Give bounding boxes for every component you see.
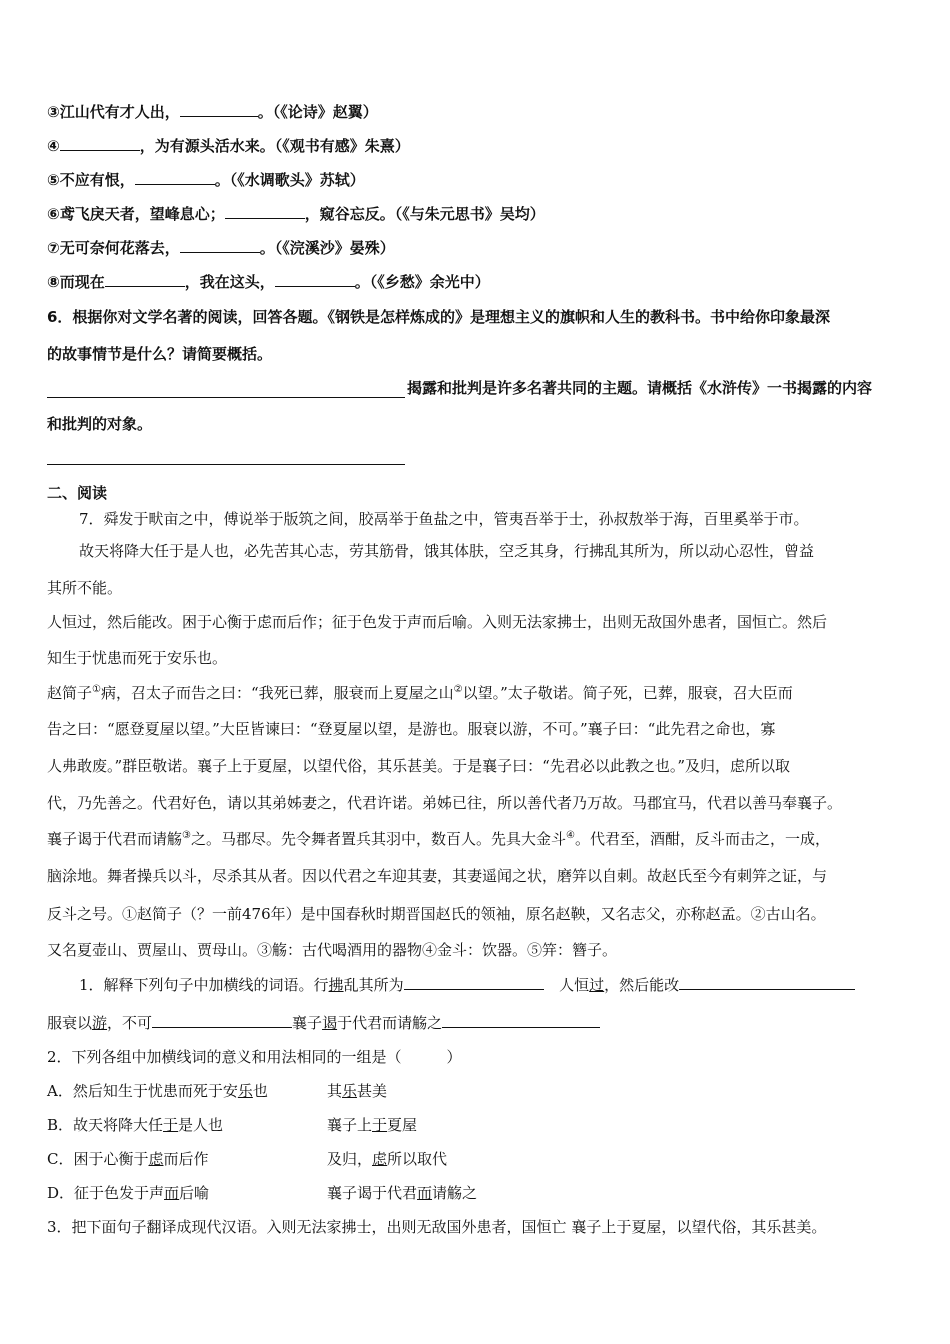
sub-q1-line-2 [47, 1013, 600, 1033]
underlined-word: 过 [589, 976, 605, 994]
passage-4-5a: 襄子谒于代君而请觞 [47, 830, 183, 848]
underlined-word: 而 [417, 1184, 433, 1202]
fill-item-4-text: ④ [47, 137, 60, 155]
option-c[interactable] [47, 1149, 447, 1169]
option-a[interactable] [47, 1081, 387, 1101]
passage-4-line-5 [47, 829, 830, 849]
footnote-marker: ④ [566, 830, 575, 841]
answer-blank[interactable] [679, 975, 855, 990]
option-text: 后喻 [179, 1184, 210, 1202]
footnote-marker: ① [92, 684, 101, 695]
option-text: 是人也 [178, 1116, 224, 1134]
passage-4-1a: 赵简子 [47, 684, 93, 702]
option-d[interactable] [47, 1183, 477, 1203]
answer-blank[interactable] [275, 272, 355, 287]
option-text: 襄子谒于代君 [327, 1184, 418, 1202]
underlined-word: 于 [163, 1116, 179, 1134]
passage-4-1c: 以望。”太子敬诺。简子死，已葬，服衰，召大臣而 [462, 684, 793, 702]
sub-q1-phrase: 乱其所为 [343, 976, 404, 994]
fill-item-5-text: ⑤不应有恨， [47, 171, 135, 189]
answer-blank[interactable] [180, 102, 258, 117]
answer-line[interactable] [47, 397, 405, 398]
fill-item-8 [47, 272, 490, 292]
fill-item-8-mid: ，我在这头， [184, 273, 275, 291]
sub-q2-stem: 2．下列各组中加横线词的意义和用法相同的一组是（ ） [47, 1048, 462, 1066]
underlined-word: 谒 [322, 1014, 338, 1032]
option-text: 也 [252, 1082, 268, 1100]
answer-blank[interactable] [60, 136, 140, 151]
q6-line-4: 和批判的对象。 [47, 415, 153, 433]
sub-q1-phrase: ，不可 [107, 1014, 153, 1032]
answer-blank[interactable] [135, 170, 215, 185]
passage-3a: 人恒过，然后能改。困于心衡于虑而后作；征于色发于声而后喻。入则无法家拂士，出则无敌国外患者，国恒亡。然后 [47, 613, 828, 631]
answer-blank[interactable] [152, 1013, 292, 1028]
passage-4-5c: 。代君至，酒酣，反斗而击之，一成， [574, 830, 830, 848]
underlined-word: 于 [372, 1116, 388, 1134]
answer-line[interactable] [47, 464, 405, 465]
passage-4-line-1 [47, 683, 793, 703]
section-heading: 二、阅读 [47, 484, 108, 502]
fill-item-8-text: ⑧而现在 [47, 273, 105, 291]
passage-4-line-7: 反斗之号。①赵简子（？一前476年）是中国春秋时期晋国赵氏的领袖，原名赵鞅，又名志父，亦称赵孟。②古山名。 [47, 905, 826, 923]
sub-q1-phrase: ，然后能改 [604, 976, 680, 994]
option-text: 而后作 [163, 1150, 209, 1168]
underlined-word: 拂 [328, 976, 344, 994]
fill-item-7 [47, 238, 395, 258]
fill-item-4-source: ，为有源头活水来。（《观书有感》朱熹） [139, 137, 410, 155]
q6-line-3: 揭露和批判是许多名著共同的主题。请概括《水浒传》一书揭露的内容 [407, 379, 873, 397]
option-text: 所以取代 [387, 1150, 448, 1168]
passage-2b: 其所不能。 [47, 579, 123, 597]
option-text: D．征于色发于声 [47, 1184, 165, 1202]
q6-line-2: 的故事情节是什么？请简要概括。 [47, 345, 273, 363]
fill-item-7-text: ⑦无可奈何花落去， [47, 239, 180, 257]
answer-blank[interactable] [404, 975, 544, 990]
footnote-marker: ③ [182, 830, 191, 841]
fill-item-6-text: ⑥鸢飞戾天者，望峰息心； [47, 205, 225, 223]
sub-q1-phrase: 于代君而请觞之 [337, 1014, 443, 1032]
sub-q1-intro: 1．解释下列句子中加横线的词语。行 [79, 976, 329, 994]
passage-4-line-4: 代，乃先善之。代君好色，请以其弟姊妻之，代君许诺。弟姊已往，所以善代者乃万故。马郡宜马，代君以善马奉襄子。 [47, 794, 843, 812]
fill-item-8-source: 。（《乡愁》余光中） [354, 273, 490, 291]
answer-blank[interactable] [180, 238, 260, 253]
underlined-word: 乐 [342, 1082, 358, 1100]
fill-item-4 [47, 136, 410, 156]
underlined-word: 虑 [372, 1150, 388, 1168]
sub-q1-phrase: 服衰以 [47, 1014, 93, 1032]
passage-4-line-6: 脑涂地。舞者操兵以斗，尽杀其从者。因以代君之车迎其妻，其妻遥闻之状，磨笄以自刺。故赵氏至今有刺笄之证，与 [47, 867, 828, 885]
underlined-word: 虑 [148, 1150, 164, 1168]
option-text: 其 [327, 1082, 343, 1100]
underlined-word: 乐 [237, 1082, 253, 1100]
passage-1: 7．舜发于畎亩之中，傅说举于版筑之间，胶鬲举于鱼盐之中，管夷吾举于士，孙叔敖举于海，百里奚举于市。 [79, 510, 809, 528]
fill-item-3 [47, 102, 378, 122]
answer-blank[interactable] [105, 272, 185, 287]
sub-q1-line-1 [79, 975, 855, 995]
fill-item-5 [47, 170, 365, 190]
passage-2a: 故天将降大任于是人也，必先苦其心志，劳其筋骨，饿其体肤，空乏其身，行拂乱其所为，所以动心忍性，曾益 [79, 542, 815, 560]
option-text: 夏屋 [387, 1116, 418, 1134]
option-text: 襄子上 [327, 1116, 373, 1134]
fill-item-3-source: 。（《论诗》赵翼） [257, 103, 378, 121]
passage-3b: 知生于忧患而死于安乐也。 [47, 649, 228, 667]
underlined-word: 而 [164, 1184, 180, 1202]
sub-q3: 3．把下面句子翻译成现代汉语。入则无法家拂士，出则无敌国外患者，国恒亡 襄子上于夏屋，以望代俗，其乐甚美。 [47, 1218, 827, 1236]
option-text: 甚美 [357, 1082, 388, 1100]
passage-4-1b: 病，召太子而告之曰：“我死已葬，服衰而上夏屋之山 [100, 684, 454, 702]
option-text: 及归， [327, 1150, 373, 1168]
option-text: B．故天将降大任 [47, 1116, 164, 1134]
passage-4-line-2: 告之曰：“愿登夏屋以望。”大臣皆谏曰：“登夏屋以望，是游也。服衰以游，不可。”襄子曰：“此先君之命也，寡 [47, 720, 776, 738]
fill-item-5-source: 。（《水调歌头》苏轼） [214, 171, 365, 189]
underlined-word: 游 [92, 1014, 108, 1032]
fill-item-7-source: 。（《浣溪沙》晏殊） [259, 239, 395, 257]
passage-4-line-8: 又名夏壶山、贾屋山、贾母山。③觞：古代喝酒用的器物④金斗：饮器。⑤笄：簪子。 [47, 941, 618, 959]
passage-4-line-3: 人弗敢废。”群臣敬诺。襄子上于夏屋，以望代俗，其乐甚美。于是襄子曰：“先君必以此教之也。”及归，虑所以取 [47, 757, 791, 775]
option-b[interactable] [47, 1115, 417, 1135]
sub-q1-phrase: 人恒 [559, 976, 590, 994]
fill-item-3-text: ③江山代有才人出， [47, 103, 180, 121]
sub-q1-phrase: 襄子 [292, 1014, 323, 1032]
answer-blank[interactable] [442, 1013, 600, 1028]
answer-blank[interactable] [225, 204, 305, 219]
passage-4-5b: 之。马郡尽。先令舞者置兵其羽中，数百人。先具大金斗 [190, 830, 566, 848]
option-text: A．然后知生于忧患而死于安 [47, 1082, 238, 1100]
fill-item-6-source: ，窥谷忘反。（《与朱元思书》吴均） [304, 205, 545, 223]
q6-line-1: 6．根据你对文学名著的阅读，回答各题。《钢铁是怎样炼成的》是理想主义的旗帜和人生的教科书。书中给你印象最深 [47, 308, 830, 326]
fill-item-6 [47, 204, 545, 224]
option-text: 请觞之 [432, 1184, 478, 1202]
option-text: C．困于心衡于 [47, 1150, 149, 1168]
footnote-marker: ② [453, 684, 463, 695]
